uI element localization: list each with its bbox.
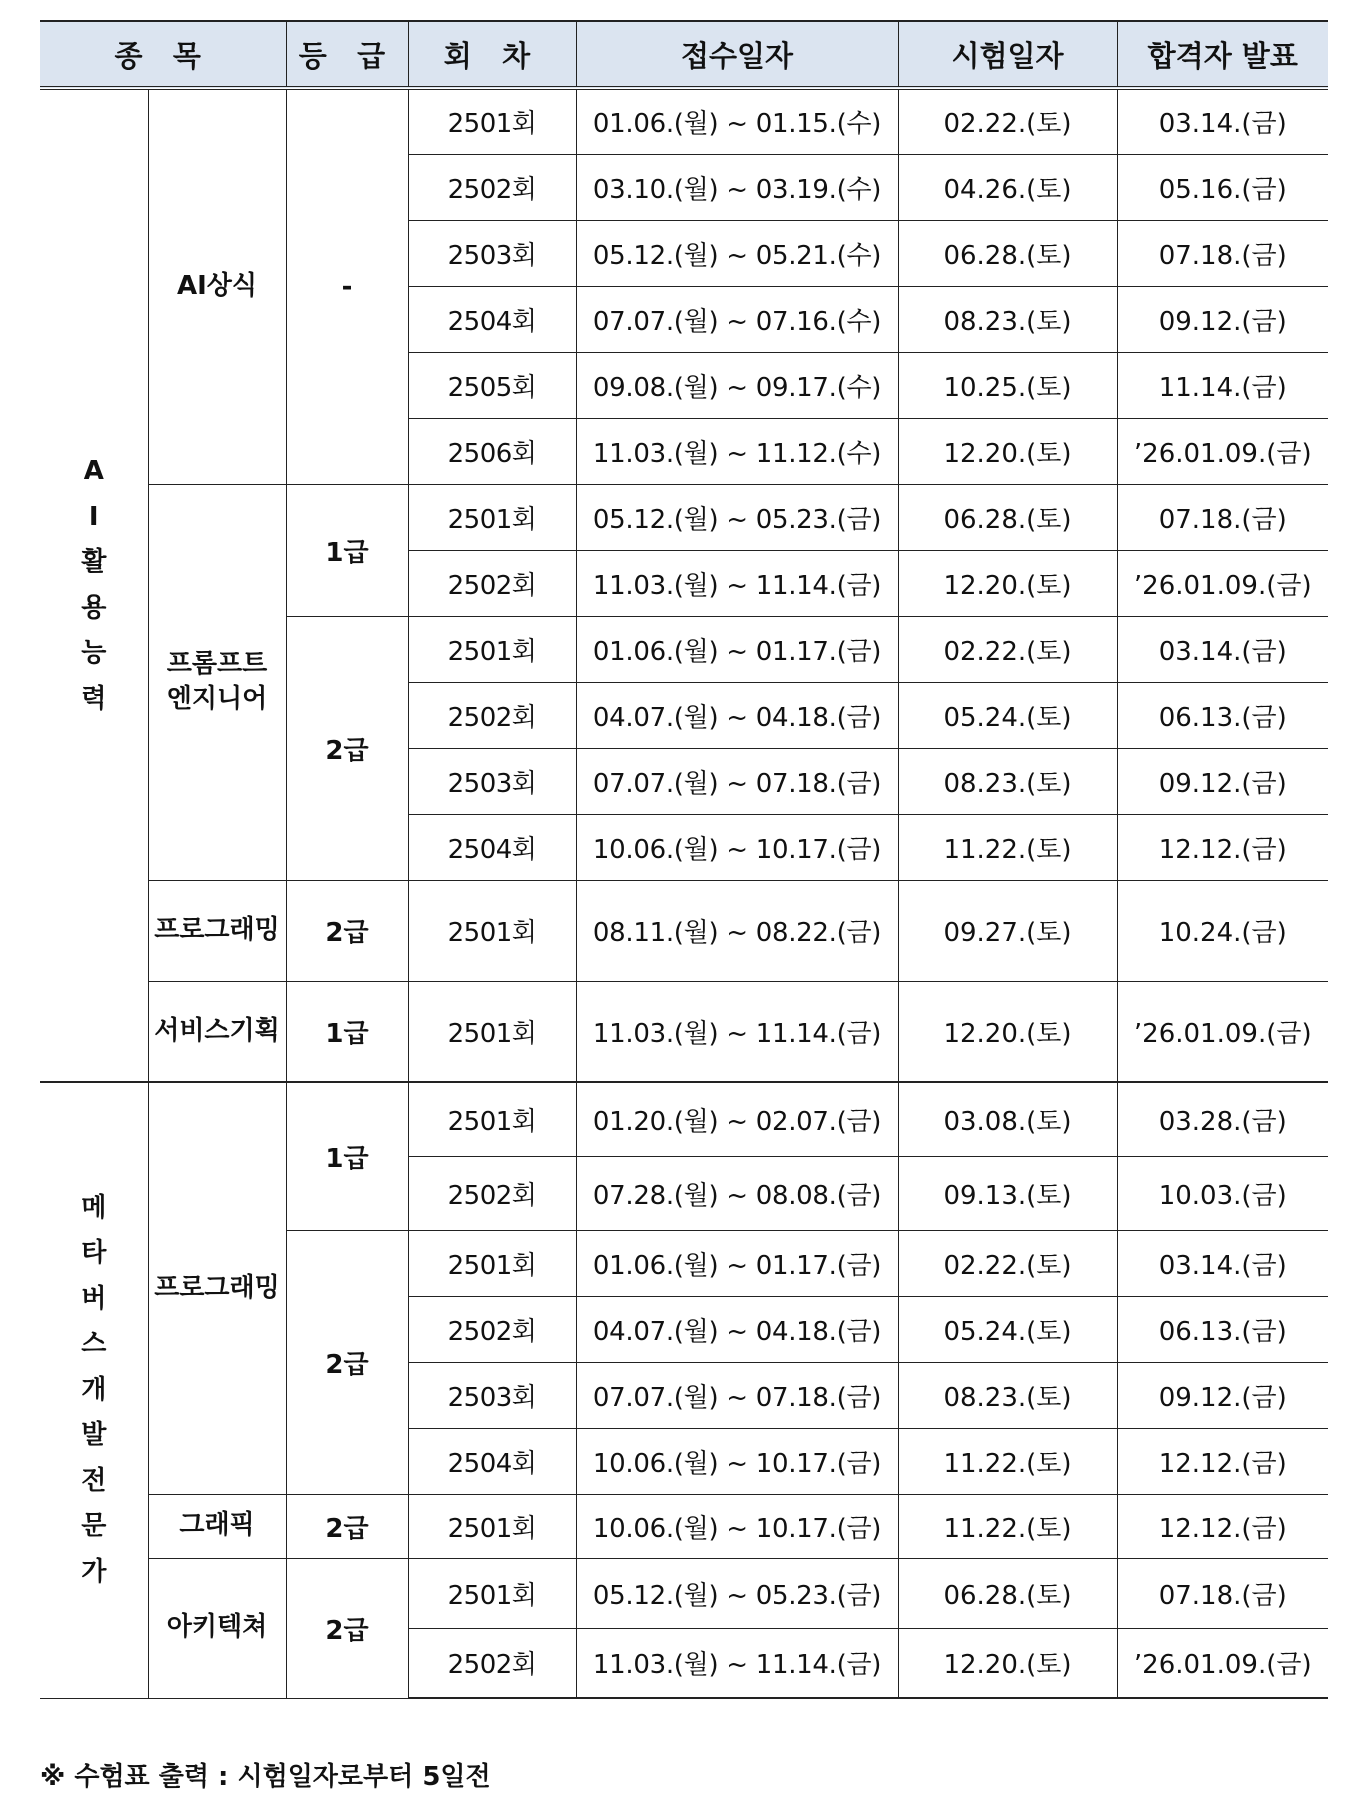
grade-ai-programming: 2급: [286, 880, 408, 981]
result-date-cell: 12.12.(금): [1117, 1494, 1328, 1558]
result-date-cell: 10.24.(금): [1117, 880, 1328, 981]
result-date-cell: 07.18.(금): [1117, 1558, 1328, 1628]
exam-date-cell: 09.13.(토): [898, 1156, 1117, 1230]
registration-period-cell: 10.06.(월) ~ 10.17.(금): [576, 1428, 898, 1494]
category-metaverse: 메 타 버 스 개 발 전 문 가: [40, 1082, 148, 1698]
round-cell: 2506회: [408, 418, 576, 484]
round-cell: 2501회: [408, 616, 576, 682]
exam-date-cell: 06.28.(토): [898, 220, 1117, 286]
result-date-cell: 09.12.(금): [1117, 286, 1328, 352]
round-cell: 2501회: [408, 880, 576, 981]
round-cell: 2502회: [408, 550, 576, 616]
exam-date-cell: 02.22.(토): [898, 1230, 1117, 1296]
registration-period-cell: 07.07.(월) ~ 07.18.(금): [576, 1362, 898, 1428]
header-grade: 등 급: [286, 21, 408, 88]
exam-date-cell: 04.26.(토): [898, 154, 1117, 220]
exam-date-cell: 11.22.(토): [898, 1494, 1117, 1558]
exam-date-cell: 12.20.(토): [898, 550, 1117, 616]
exam-date-cell: 08.23.(토): [898, 1362, 1117, 1428]
header-row: [40, 21, 1328, 88]
exam-date-cell: 05.24.(토): [898, 1296, 1117, 1362]
result-date-cell: 03.14.(금): [1117, 88, 1328, 154]
exam-date-cell: 08.23.(토): [898, 286, 1117, 352]
registration-period-cell: 01.06.(월) ~ 01.15.(수): [576, 88, 898, 154]
round-cell: 2503회: [408, 1362, 576, 1428]
round-cell: 2503회: [408, 748, 576, 814]
subject-prompt-engineer: 프롬프트 엔지니어: [148, 484, 286, 880]
round-cell: 2501회: [408, 88, 576, 154]
grade-meta-programming-1: 1급: [286, 1082, 408, 1230]
exam-date-cell: 06.28.(토): [898, 484, 1117, 550]
result-date-cell: 12.12.(금): [1117, 814, 1328, 880]
result-date-cell: ’26.01.09.(금): [1117, 981, 1328, 1082]
round-cell: 2501회: [408, 1082, 576, 1156]
result-date-cell: 09.12.(금): [1117, 748, 1328, 814]
schedule-row: [40, 981, 1328, 1082]
registration-period-cell: 01.06.(월) ~ 01.17.(금): [576, 616, 898, 682]
exam-date-cell: 02.22.(토): [898, 88, 1117, 154]
round-cell: 2501회: [408, 1230, 576, 1296]
subject-graphic: 그래픽: [148, 1494, 286, 1558]
exam-date-cell: 02.22.(토): [898, 616, 1117, 682]
grade-service-planning: 1급: [286, 981, 408, 1082]
exam-date-cell: 11.22.(토): [898, 1428, 1117, 1494]
exam-date-cell: 08.23.(토): [898, 748, 1117, 814]
subject-meta-programming: 프로그래밍: [148, 1082, 286, 1494]
grade-meta-programming-2: 2급: [286, 1230, 408, 1494]
grade-prompt-2: 2급: [286, 616, 408, 880]
round-cell: 2504회: [408, 1428, 576, 1494]
header-registration: 접수일자: [576, 21, 898, 88]
exam-schedule-table: [40, 20, 1328, 1699]
result-date-cell: ’26.01.09.(금): [1117, 550, 1328, 616]
registration-period-cell: 04.07.(월) ~ 04.18.(금): [576, 1296, 898, 1362]
round-cell: 2502회: [408, 1628, 576, 1698]
exam-date-cell: 12.20.(토): [898, 418, 1117, 484]
grade-graphic: 2급: [286, 1494, 408, 1558]
schedule-row: [40, 484, 1328, 550]
result-date-cell: 11.14.(금): [1117, 352, 1328, 418]
header-round: 회 차: [408, 21, 576, 88]
round-cell: 2502회: [408, 1296, 576, 1362]
round-cell: 2502회: [408, 1156, 576, 1230]
header-result-date: 합격자 발표: [1117, 21, 1328, 88]
registration-period-cell: 01.06.(월) ~ 01.17.(금): [576, 1230, 898, 1296]
exam-date-cell: 12.20.(토): [898, 1628, 1117, 1698]
exam-date-cell: 03.08.(토): [898, 1082, 1117, 1156]
round-cell: 2501회: [408, 1494, 576, 1558]
registration-period-cell: 05.12.(월) ~ 05.23.(금): [576, 1558, 898, 1628]
round-cell: 2501회: [408, 981, 576, 1082]
registration-period-cell: 07.07.(월) ~ 07.16.(수): [576, 286, 898, 352]
exam-date-cell: 12.20.(토): [898, 981, 1117, 1082]
result-date-cell: 06.13.(금): [1117, 682, 1328, 748]
exam-date-cell: 05.24.(토): [898, 682, 1117, 748]
result-date-cell: ’26.01.09.(금): [1117, 418, 1328, 484]
registration-period-cell: 11.03.(월) ~ 11.14.(금): [576, 981, 898, 1082]
schedule-row: [40, 880, 1328, 981]
result-date-cell: 03.14.(금): [1117, 1230, 1328, 1296]
registration-period-cell: 05.12.(월) ~ 05.21.(수): [576, 220, 898, 286]
grade-ai-basic: -: [286, 88, 408, 484]
round-cell: 2504회: [408, 286, 576, 352]
subject-service-planning: 서비스기획: [148, 981, 286, 1082]
subject-ai-basic: AI상식: [148, 88, 286, 484]
round-cell: 2505회: [408, 352, 576, 418]
registration-period-cell: 01.20.(월) ~ 02.07.(금): [576, 1082, 898, 1156]
header-category: 종 목: [40, 21, 286, 88]
result-date-cell: 03.14.(금): [1117, 616, 1328, 682]
category-ai: A I 활 용 능 력: [40, 88, 148, 1082]
schedule-row: [40, 1082, 1328, 1156]
result-date-cell: 06.13.(금): [1117, 1296, 1328, 1362]
exam-date-cell: 06.28.(토): [898, 1558, 1117, 1628]
registration-period-cell: 03.10.(월) ~ 03.19.(수): [576, 154, 898, 220]
round-cell: 2501회: [408, 484, 576, 550]
grade-architecture: 2급: [286, 1558, 408, 1698]
exam-date-cell: 11.22.(토): [898, 814, 1117, 880]
registration-period-cell: 11.03.(월) ~ 11.14.(금): [576, 1628, 898, 1698]
registration-period-cell: 11.03.(월) ~ 11.14.(금): [576, 550, 898, 616]
footnote: ※ 수험표 출력 : 시험일자로부터 5일전: [40, 1762, 491, 1792]
exam-date-cell: 10.25.(토): [898, 352, 1117, 418]
result-date-cell: 10.03.(금): [1117, 1156, 1328, 1230]
subject-ai-programming: 프로그래밍: [148, 880, 286, 981]
result-date-cell: ’26.01.09.(금): [1117, 1628, 1328, 1698]
result-date-cell: 07.18.(금): [1117, 220, 1328, 286]
registration-period-cell: 07.07.(월) ~ 07.18.(금): [576, 748, 898, 814]
round-cell: 2504회: [408, 814, 576, 880]
result-date-cell: 03.28.(금): [1117, 1082, 1328, 1156]
result-date-cell: 07.18.(금): [1117, 484, 1328, 550]
round-cell: 2501회: [408, 1558, 576, 1628]
round-cell: 2502회: [408, 682, 576, 748]
schedule-row: [40, 88, 1328, 154]
result-date-cell: 05.16.(금): [1117, 154, 1328, 220]
registration-period-cell: 08.11.(월) ~ 08.22.(금): [576, 880, 898, 981]
round-cell: 2503회: [408, 220, 576, 286]
result-date-cell: 09.12.(금): [1117, 1362, 1328, 1428]
registration-period-cell: 10.06.(월) ~ 10.17.(금): [576, 1494, 898, 1558]
schedule-row: [40, 1494, 1328, 1558]
registration-period-cell: 09.08.(월) ~ 09.17.(수): [576, 352, 898, 418]
exam-date-cell: 09.27.(토): [898, 880, 1117, 981]
grade-prompt-1: 1급: [286, 484, 408, 616]
registration-period-cell: 07.28.(월) ~ 08.08.(금): [576, 1156, 898, 1230]
subject-architecture: 아키텍쳐: [148, 1558, 286, 1698]
registration-period-cell: 11.03.(월) ~ 11.12.(수): [576, 418, 898, 484]
round-cell: 2502회: [408, 154, 576, 220]
registration-period-cell: 05.12.(월) ~ 05.23.(금): [576, 484, 898, 550]
header-exam-date: 시험일자: [898, 21, 1117, 88]
registration-period-cell: 04.07.(월) ~ 04.18.(금): [576, 682, 898, 748]
schedule-row: [40, 1558, 1328, 1628]
registration-period-cell: 10.06.(월) ~ 10.17.(금): [576, 814, 898, 880]
result-date-cell: 12.12.(금): [1117, 1428, 1328, 1494]
